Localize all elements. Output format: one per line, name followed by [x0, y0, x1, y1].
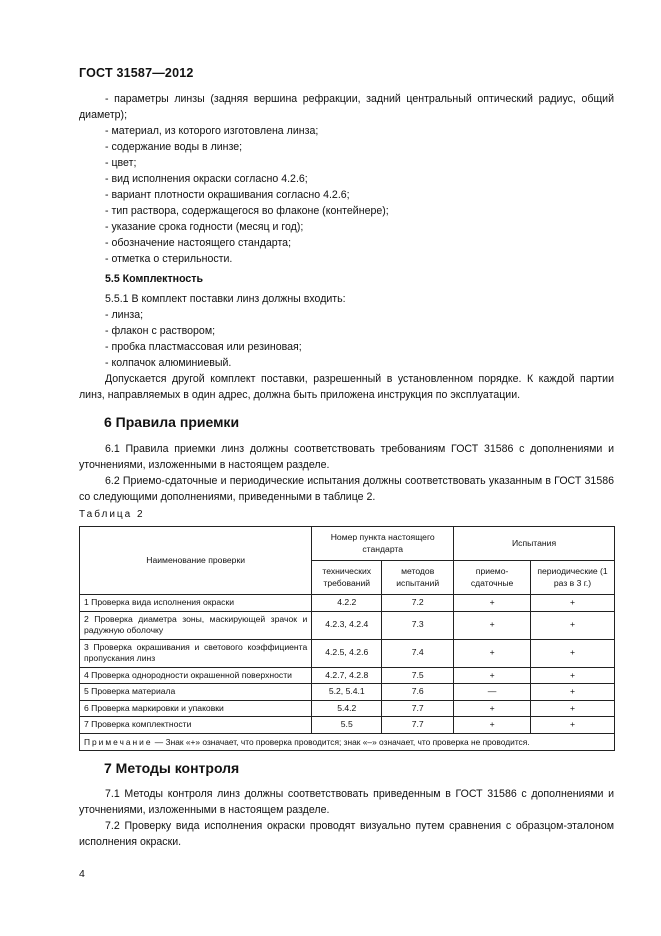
method-clause: 7.4 — [382, 639, 454, 667]
method-clause: 7.7 — [382, 717, 454, 734]
kit-paragraph: Допускается другой комплект поставки, разрешенный в установленном порядке. К каждой партии линз, направляемых в один адрес, должна быть приложена инструкция по эксплуатации. — [79, 373, 614, 402]
kit-list-item: - колпачок алюминиевый. — [105, 357, 232, 369]
req-clause: 5.2, 5.4.1 — [312, 684, 382, 701]
method-clause: 7.7 — [382, 700, 454, 717]
kit-list-item: - пробка пластмассовая или резиновая; — [105, 341, 302, 353]
periodic-mark: + — [531, 639, 615, 667]
acceptance-mark: + — [454, 667, 531, 684]
kit-list-item: - флакон с раствором; — [105, 325, 216, 337]
section-7-heading: 7 Методы контроля — [104, 760, 240, 776]
section-7-paragraph-2: 7.2 Проверку вида исполнения окраски проводят визуально путем сравнения с образцом-эталоном исполнения окраски. — [79, 820, 614, 849]
marking-list-item: - указание срока годности (месяц и год); — [105, 221, 304, 233]
inspection-table — [79, 526, 615, 751]
acceptance-mark: + — [454, 717, 531, 734]
table-note — [80, 733, 615, 750]
req-clause: 4.2.2 — [312, 595, 382, 612]
method-clause: 7.6 — [382, 684, 454, 701]
table-row — [80, 611, 615, 639]
check-name: 2 Проверка диаметра зоны, маскирующей зрачок и радужную оболочку — [80, 611, 312, 639]
check-name: 1 Проверка вида исполнения окраски — [80, 595, 312, 612]
acceptance-mark: + — [454, 595, 531, 612]
table-caption: Таблица 2 — [79, 509, 145, 520]
req-clause: 4.2.7, 4.2.8 — [312, 667, 382, 684]
col-header-periodic: периодические (1 раз в 3 г.) — [531, 561, 615, 595]
marking-list-item: - параметры линзы (задняя вершина рефракции, задний центральный оптический радиус, общий диаметр); — [79, 93, 614, 122]
document-header: ГОСТ 31587—2012 — [79, 66, 194, 80]
periodic-mark: + — [531, 700, 615, 717]
table-row — [80, 700, 615, 717]
col-header-clause-group: Номер пункта настоящего стандарта — [312, 527, 454, 561]
page-number: 4 — [79, 868, 85, 880]
method-clause: 7.3 — [382, 611, 454, 639]
periodic-mark: + — [531, 717, 615, 734]
method-clause: 7.5 — [382, 667, 454, 684]
check-name: 6 Проверка маркировки и упаковки — [80, 700, 312, 717]
table-row — [80, 595, 615, 612]
req-clause: 4.2.3, 4.2.4 — [312, 611, 382, 639]
section-6-paragraph-1: 6.1 Правила приемки линз должны соответствовать требованиям ГОСТ 31586 с дополнениями и уточнениями, изложенными в настоящем разделе. — [79, 443, 614, 472]
marking-list-item: - материал, из которого изготовлена линза; — [105, 125, 319, 137]
periodic-mark: + — [531, 667, 615, 684]
check-name: 4 Проверка однородности окрашенной поверхности — [80, 667, 312, 684]
col-header-acceptance: приемо-сдаточные — [454, 561, 531, 595]
check-name: 7 Проверка комплектности — [80, 717, 312, 734]
marking-list-item: - тип раствора, содержащегося во флаконе (контейнере); — [105, 205, 389, 217]
col-header-name: Наименование проверки — [80, 527, 312, 595]
table-row — [80, 684, 615, 701]
col-header-tests-group: Испытания — [454, 527, 615, 561]
req-clause: 5.4.2 — [312, 700, 382, 717]
periodic-mark: + — [531, 684, 615, 701]
acceptance-mark: + — [454, 611, 531, 639]
check-name: 5 Проверка материала — [80, 684, 312, 701]
section-6-paragraph-2: 6.2 Приемо-сдаточные и периодические испытания должны соответствовать указанным в ГОСТ 31586 со следующими дополнениями, приведенными в таблице 2. — [79, 475, 614, 504]
marking-list-item: - вид исполнения окраски согласно 4.2.6; — [105, 173, 308, 185]
check-name: 3 Проверка окрашивания и светового коэффициента пропускания линз — [80, 639, 312, 667]
kit-list-item: - линза; — [105, 309, 144, 321]
acceptance-mark: + — [454, 639, 531, 667]
col-header-requirements: технических требований — [312, 561, 382, 595]
table-row — [80, 667, 615, 684]
table-row — [80, 717, 615, 734]
section-5-5-intro: 5.5.1 В комплект поставки линз должны входить: — [105, 293, 346, 305]
acceptance-mark: — — [454, 684, 531, 701]
section-6-heading: 6 Правила приемки — [104, 414, 240, 430]
marking-list-item: - обозначение настоящего стандарта; — [105, 237, 292, 249]
periodic-mark: + — [531, 595, 615, 612]
periodic-mark: + — [531, 611, 615, 639]
marking-list-item: - содержание воды в линзе; — [105, 141, 243, 153]
marking-list-item: - цвет; — [105, 157, 137, 169]
section-7-paragraph-1: 7.1 Методы контроля линз должны соответствовать приведенным в ГОСТ 31586 с дополнениями и уточнениями, изложенными в настоящем разделе. — [79, 788, 614, 817]
acceptance-mark: + — [454, 700, 531, 717]
req-clause: 5.5 — [312, 717, 382, 734]
col-header-methods: методов испытаний — [382, 561, 454, 595]
req-clause: 4.2.5, 4.2.6 — [312, 639, 382, 667]
marking-list-item: - вариант плотности окрашивания согласно 4.2.6; — [105, 189, 350, 201]
method-clause: 7.2 — [382, 595, 454, 612]
note-label: Примечание — [84, 736, 153, 747]
note-text: — Знак «+» означает, что проверка проводится; знак «–» означает, что проверка не проводится. — [152, 736, 530, 747]
section-5-5-heading: 5.5 Комплектность — [105, 273, 203, 285]
marking-list-item: - отметка о стерильности. — [105, 253, 233, 265]
table-row — [80, 639, 615, 667]
